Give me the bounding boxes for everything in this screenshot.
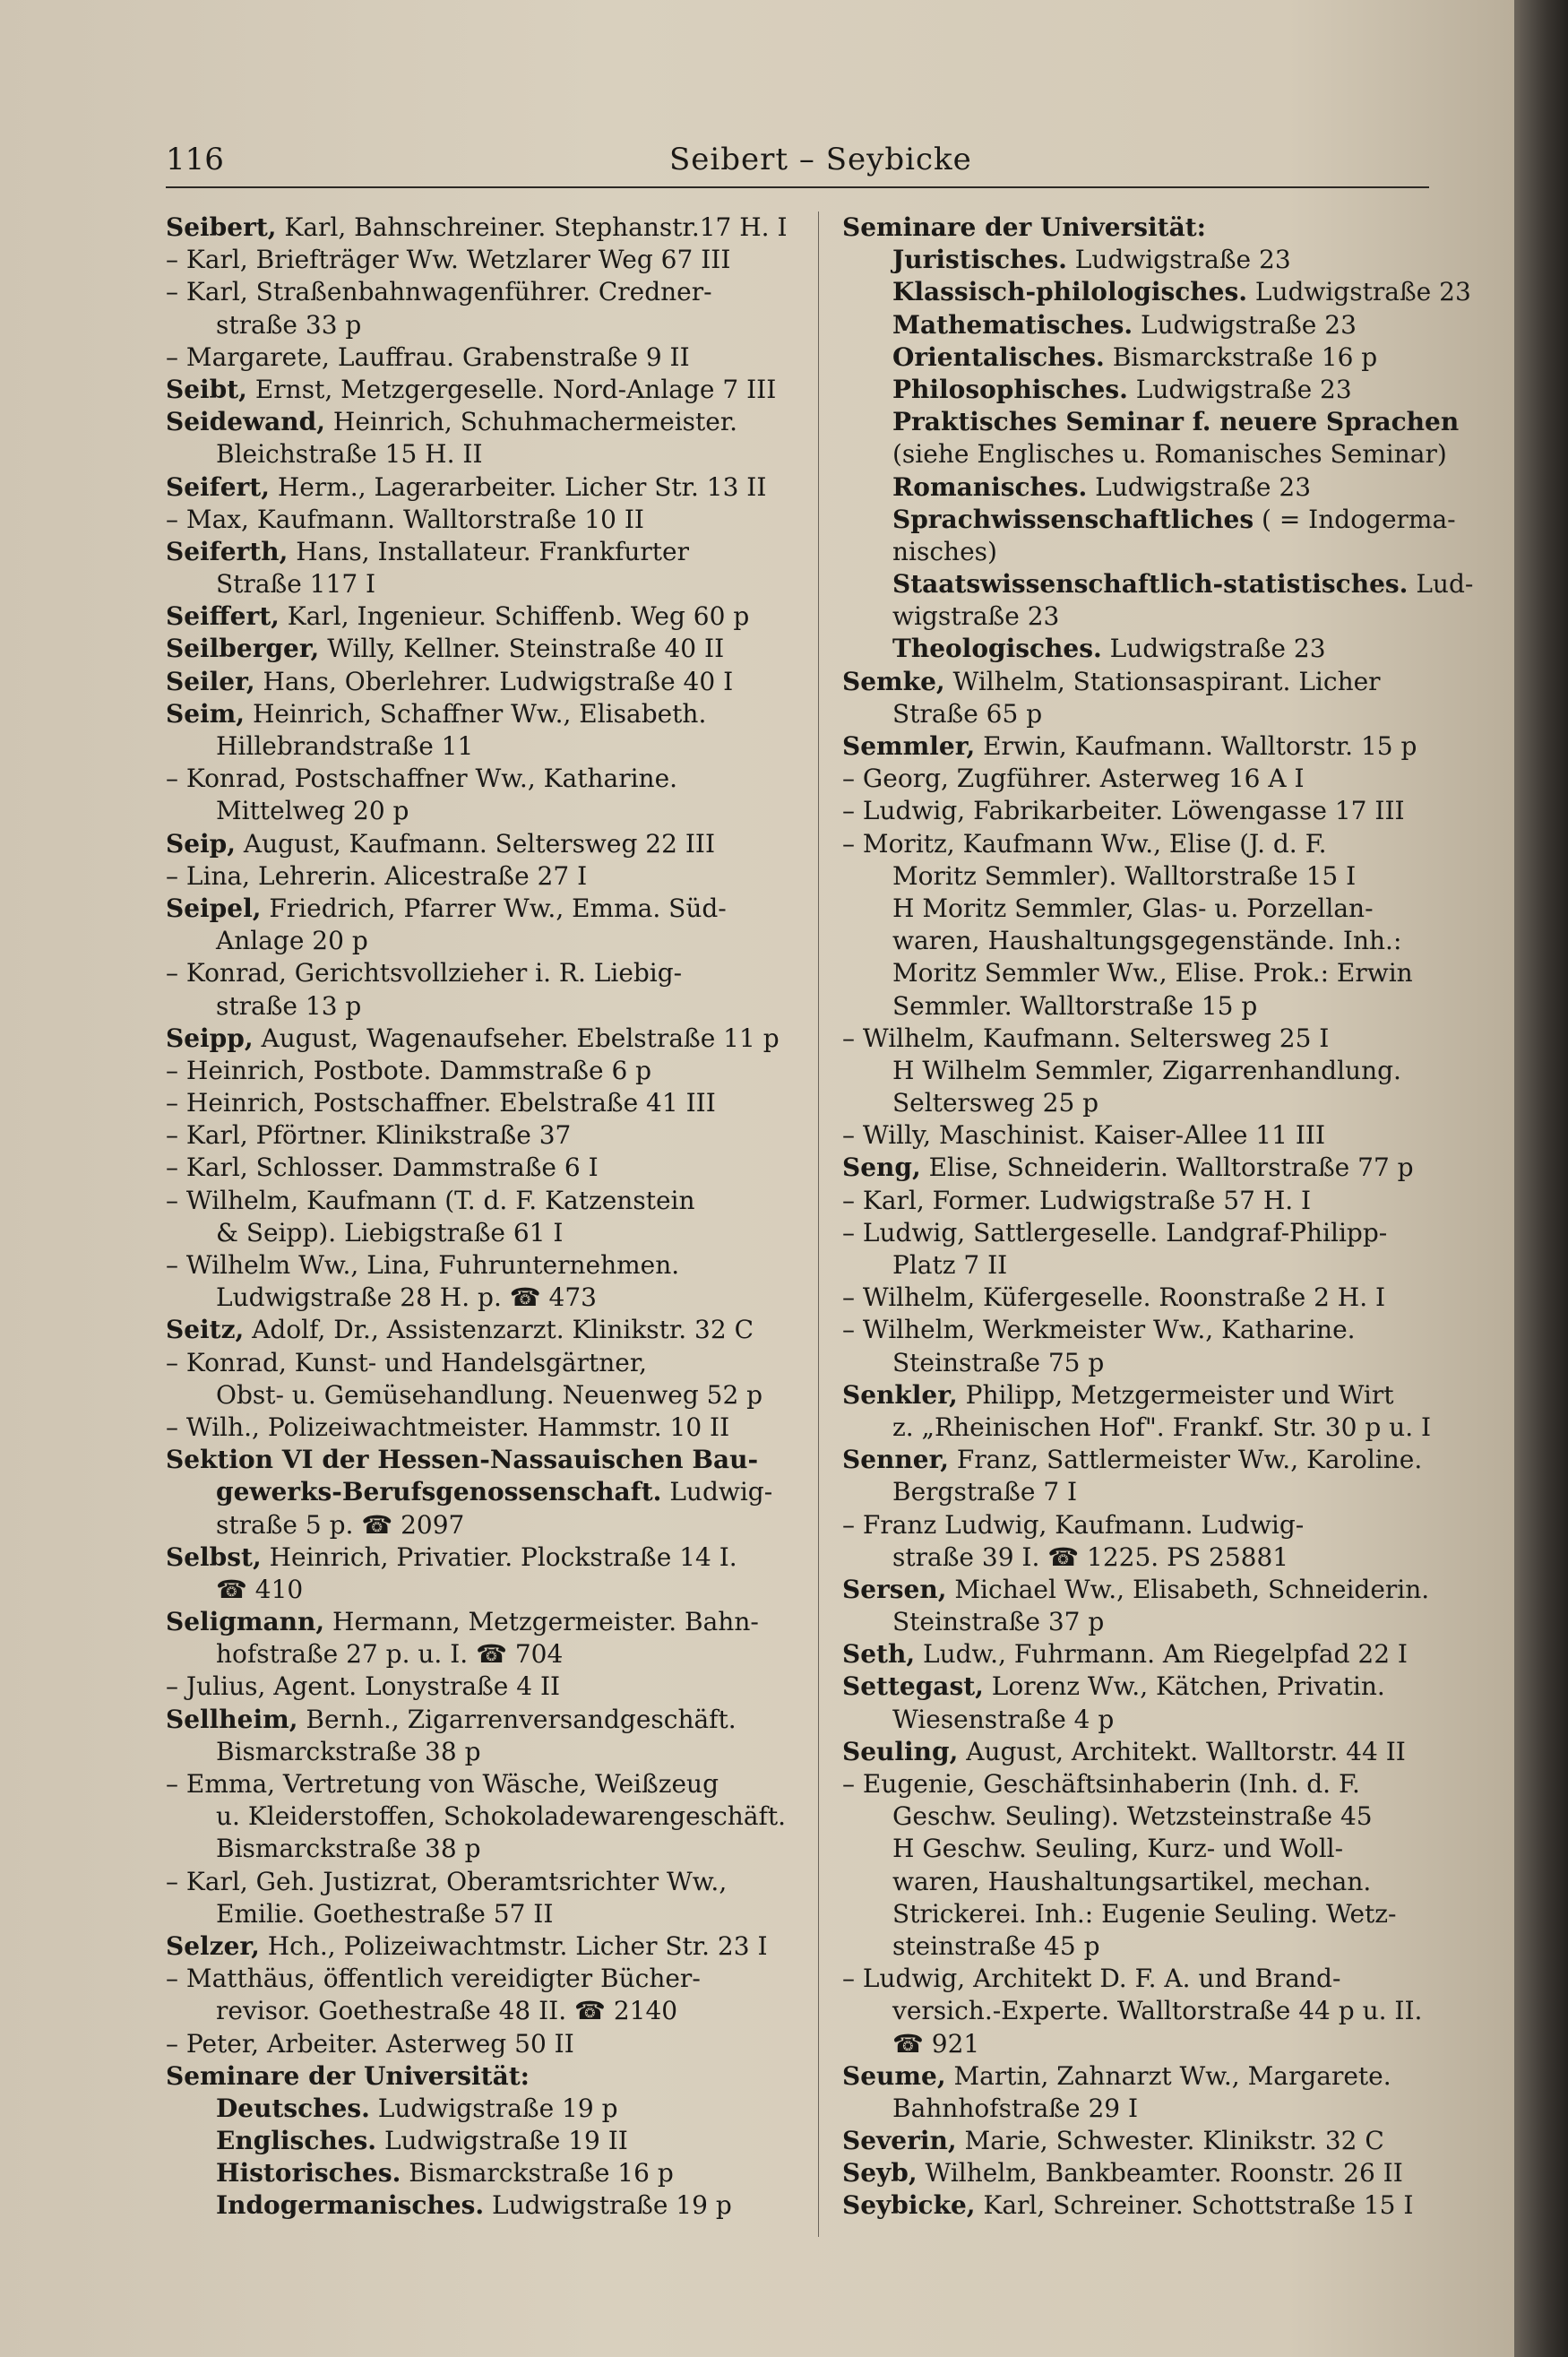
directory-line <box>166 212 797 244</box>
directory-line <box>842 957 1474 989</box>
entry-name: Romanisches. <box>892 471 1088 502</box>
directory-line <box>842 763 1474 795</box>
directory-line <box>842 374 1474 406</box>
directory-line <box>842 2189 1474 2222</box>
entry-text: – Heinrich, Postschaffner. Ebelstraße 41 III <box>166 1088 716 1118</box>
entry-text: August, Architekt. Walltorstr. 44 II <box>958 1736 1406 1766</box>
directory-line <box>166 1995 797 2027</box>
directory-line <box>842 1023 1474 1055</box>
entry-text: Ludwigstraße 19 p <box>369 2093 618 2123</box>
entry-name: Sellheim, <box>166 1704 298 1734</box>
directory-line <box>166 1963 797 1995</box>
entry-name: Indogermanisches. <box>216 2190 485 2221</box>
entry-text: Ludwigstraße 19 p <box>484 2190 732 2221</box>
entry-name: Seipel, <box>166 893 262 923</box>
entry-name: Settegast, <box>842 1671 984 1702</box>
directory-line <box>842 633 1474 665</box>
entry-text: Heinrich, Schaffner Ww., Elisabeth. <box>245 698 707 729</box>
directory-line <box>166 438 797 471</box>
entry-text: – Ludwig, Architekt D. F. A. und Brand- <box>842 1964 1341 1994</box>
entry-text: Semmler. Walltorstraße 15 p <box>892 990 1258 1021</box>
entry-text: Steinstraße 75 p <box>892 1347 1105 1377</box>
directory-line <box>842 1736 1474 1768</box>
entry-text: Bismarckstraße 16 p <box>1104 341 1378 372</box>
entry-name: Seifert, <box>166 471 270 502</box>
directory-line <box>842 568 1474 600</box>
directory-line <box>166 1412 797 1444</box>
directory-line <box>166 666 797 698</box>
entry-text: Moritz Semmler). Walltorstraße 15 I <box>892 860 1357 891</box>
entry-text: wigstraße 23 <box>892 601 1060 632</box>
entry-text: – Max, Kaufmann. Walltorstraße 10 II <box>166 504 644 534</box>
directory-line <box>166 1930 797 1963</box>
entry-text: – Karl, Pförtner. Klinikstraße 37 <box>166 1120 572 1151</box>
entry-name: Seim, <box>166 698 246 729</box>
entry-name: Seiler, <box>166 666 255 696</box>
directory-line <box>166 276 797 308</box>
entry-text: straße 33 p <box>216 309 362 340</box>
left-column <box>166 212 797 2223</box>
entry-name: Seminare der Universität: <box>166 2060 530 2091</box>
entry-text: Martin, Zahnarzt Ww., Margarete. <box>945 2060 1391 2091</box>
directory-line <box>166 763 797 795</box>
entry-text: – Franz Ludwig, Kaufmann. Ludwig- <box>842 1509 1305 1540</box>
entry-name: Seilberger, <box>166 634 320 664</box>
directory-line <box>842 1768 1474 1800</box>
directory-line <box>842 1055 1474 1087</box>
entry-name: Seibt, <box>166 374 247 404</box>
directory-line <box>166 1055 797 1087</box>
entry-text: Willy, Kellner. Steinstraße 40 II <box>319 634 725 664</box>
directory-line <box>842 925 1474 957</box>
directory-line <box>842 1314 1474 1346</box>
directory-line <box>166 1574 797 1606</box>
entry-text: Anlage 20 p <box>216 926 368 956</box>
directory-line <box>166 374 797 406</box>
entry-name: Deutsches. <box>216 2093 370 2123</box>
entry-text: Bismarckstraße 38 p <box>216 1736 481 1766</box>
entry-text: Ludwig- <box>661 1477 773 1507</box>
entry-name: Seth, <box>842 1639 916 1670</box>
entry-text: Bahnhofstraße 29 I <box>892 2093 1139 2123</box>
directory-line <box>166 406 797 438</box>
directory-line <box>842 1444 1474 1476</box>
entry-name: Historisches. <box>216 2158 401 2189</box>
directory-line <box>166 568 797 600</box>
entry-name: Praktisches Seminar f. neuere Sprachen <box>892 407 1460 437</box>
entry-name: Sersen, <box>842 1574 947 1604</box>
directory-line <box>166 893 797 925</box>
directory-line <box>166 1898 797 1930</box>
directory-line <box>842 1476 1474 1508</box>
directory-line <box>842 990 1474 1023</box>
directory-line <box>166 244 797 276</box>
entry-name: Seipp, <box>166 1023 254 1053</box>
directory-line <box>166 1314 797 1346</box>
directory-line <box>166 2157 797 2189</box>
entry-text: Ernst, Metzgergeselle. Nord-Anlage 7 III <box>246 374 777 404</box>
entry-text: Seltersweg 25 p <box>892 1088 1099 1118</box>
directory-line <box>166 730 797 763</box>
directory-line <box>166 1833 797 1865</box>
directory-line <box>166 2125 797 2157</box>
entry-text: – Margarete, Lauffrau. Grabenstraße 9 II <box>166 341 690 372</box>
entry-text: u. Kleiderstoffen, Schokoladewarengeschäft. <box>216 1801 787 1832</box>
directory-line <box>842 1379 1474 1412</box>
entry-text: H Moritz Semmler, Glas- u. Porzellan- <box>892 893 1374 923</box>
entry-text: Ludwigstraße 23 <box>1127 374 1352 404</box>
entry-text: Erwin, Kaufmann. Walltorstr. 15 p <box>975 731 1417 761</box>
entry-text: – Karl, Straßenbahnwagenführer. Credner- <box>166 277 712 307</box>
entry-name: gewerks-Berufsgenossenschaft. <box>216 1477 662 1507</box>
directory-line <box>842 244 1474 276</box>
directory-line <box>166 2189 797 2222</box>
entry-text: Obst- u. Gemüsehandlung. Neuenweg 52 p <box>216 1379 763 1410</box>
entry-text: – Ludwig, Sattlergeselle. Landgraf-Philipp- <box>842 1217 1388 1248</box>
directory-line <box>166 1379 797 1412</box>
entry-text: z. „Rheinischen Hof". Frankf. Str. 30 p u. I <box>892 1412 1432 1442</box>
entry-text: – Konrad, Gerichtsvollzieher i. R. Liebig- <box>166 958 683 989</box>
entry-text: August, Kaufmann. Seltersweg 22 III <box>236 828 716 859</box>
directory-line <box>166 1606 797 1638</box>
entry-text: Emilie. Goethestraße 57 II <box>216 1898 554 1929</box>
entry-text: – Wilhelm, Kaufmann. Seltersweg 25 I <box>842 1023 1330 1053</box>
directory-line <box>166 341 797 374</box>
directory-line <box>842 536 1474 568</box>
directory-line <box>166 2028 797 2060</box>
directory-line <box>166 1185 797 1217</box>
directory-line <box>842 1217 1474 1249</box>
directory-line <box>166 1347 797 1379</box>
page-number: 116 <box>166 142 224 177</box>
directory-line <box>842 1606 1474 1638</box>
directory-line <box>166 1509 797 1541</box>
directory-line <box>842 1833 1474 1865</box>
entry-text: Ludwigstraße 23 <box>1133 309 1357 340</box>
entry-name: Semmler, <box>842 731 976 761</box>
entry-text: versich.-Experte. Walltorstraße 44 p u. II. <box>892 1996 1423 2026</box>
entry-text: Marie, Schwester. Klinikstr. 32 C <box>956 2126 1384 2156</box>
directory-line <box>842 666 1474 698</box>
directory-line <box>842 1119 1474 1152</box>
entry-name: Seligmann, <box>166 1607 325 1637</box>
directory-line <box>842 730 1474 763</box>
directory-line <box>166 828 797 860</box>
directory-line <box>166 990 797 1023</box>
entry-text: Ludwigstraße 23 <box>1246 277 1471 307</box>
entry-text: Bismarckstraße 16 p <box>401 2158 674 2189</box>
entry-text: Michael Ww., Elisabeth, Schneiderin. <box>946 1574 1430 1604</box>
entry-name: Klassisch-philologisches. <box>892 277 1247 307</box>
directory-line <box>842 1963 1474 1995</box>
entry-name: Seiffert, <box>166 601 280 632</box>
directory-line <box>166 309 797 341</box>
directory-line <box>166 1638 797 1671</box>
entry-text: – Georg, Zugführer. Asterweg 16 A I <box>842 764 1305 794</box>
entry-text: Karl, Ingenieur. Schiffenb. Weg 60 p <box>279 601 750 632</box>
directory-line <box>842 893 1474 925</box>
entry-text: Herm., Lagerarbeiter. Licher Str. 13 II <box>269 471 767 502</box>
directory-line <box>842 1347 1474 1379</box>
directory-line <box>842 504 1474 536</box>
directory-line <box>842 1995 1474 2027</box>
entry-text: Wilhelm, Bankbeamter. Roonstr. 26 II <box>917 2158 1403 2189</box>
directory-line <box>842 1412 1474 1444</box>
entry-text: Lud- <box>1408 569 1474 600</box>
entry-text: – Willy, Maschinist. Kaiser-Allee 11 III <box>842 1120 1325 1151</box>
directory-line <box>166 1704 797 1736</box>
directory-line <box>842 1541 1474 1574</box>
directory-line <box>166 1866 797 1898</box>
entry-text: straße 13 p <box>216 990 362 1021</box>
entry-text: (siehe Englisches u. Romanisches Seminar) <box>892 439 1447 470</box>
entry-text: Ludwigstraße 28 H. p. ☎ 473 <box>216 1282 597 1313</box>
entry-name: Senkler, <box>842 1379 958 1410</box>
entry-text: Ludwigstraße 23 <box>1087 471 1312 502</box>
entry-text: ☎ 921 <box>892 2028 980 2059</box>
entry-name: Sektion VI der Hessen-Nassauischen Bau- <box>166 1445 759 1475</box>
entry-name: Selzer, <box>166 1930 260 1961</box>
entry-text: – Emma, Vertretung von Wäsche, Weißzeug <box>166 1769 719 1799</box>
entry-text: – Eugenie, Geschäftsinhaberin (Inh. d. F. <box>842 1769 1360 1799</box>
entry-text: Bismarckstraße 38 p <box>216 1834 481 1864</box>
directory-line <box>166 1800 797 1833</box>
directory-line <box>166 1282 797 1314</box>
entry-name: Seiferth, <box>166 536 289 566</box>
directory-line <box>166 925 797 957</box>
directory-line <box>166 795 797 827</box>
page-header <box>166 142 1429 188</box>
entry-text: – Wilhelm, Werkmeister Ww., Katharine. <box>842 1315 1356 1345</box>
directory-line <box>166 1023 797 1055</box>
entry-name: Semke, <box>842 666 945 696</box>
entry-name: Seitz, <box>166 1315 245 1345</box>
entry-text: revisor. Goethestraße 48 II. ☎ 2140 <box>216 1996 678 2026</box>
book-edge <box>1514 0 1568 2357</box>
entry-text: – Karl, Briefträger Ww. Wetzlarer Weg 67 III <box>166 245 731 275</box>
directory-line <box>166 1444 797 1476</box>
directory-line <box>166 1249 797 1282</box>
directory-line <box>842 1800 1474 1833</box>
entry-text: – Julius, Agent. Lonystraße 4 II <box>166 1671 561 1702</box>
entry-text: ☎ 410 <box>216 1574 304 1604</box>
entry-text: Hch., Polizeiwachtmstr. Licher Str. 23 I <box>259 1930 768 1961</box>
entry-text: – Heinrich, Postbote. Dammstraße 6 p <box>166 1055 652 1085</box>
directory-line <box>166 1476 797 1508</box>
directory-line <box>166 1768 797 1800</box>
directory-line <box>166 1087 797 1119</box>
directory-line <box>166 1152 797 1184</box>
entry-text: straße 5 p. ☎ 2097 <box>216 1509 465 1540</box>
entry-text: Hans, Oberlehrer. Ludwigstraße 40 I <box>254 666 734 696</box>
entry-text: ( = Indogerma- <box>1254 504 1456 534</box>
entry-text: H Wilhelm Semmler, Zigarrenhandlung. <box>892 1055 1401 1085</box>
entry-text: Strickerei. Inh.: Eugenie Seuling. Wetz- <box>892 1898 1397 1929</box>
directory-line <box>842 1866 1474 1898</box>
directory-line <box>842 471 1474 504</box>
entry-text: hofstraße 27 p. u. I. ☎ 704 <box>216 1639 564 1670</box>
directory-line <box>842 1509 1474 1541</box>
entry-text: – Karl, Former. Ludwigstraße 57 H. I <box>842 1185 1312 1215</box>
directory-line <box>842 828 1474 860</box>
entry-name: Seidewand, <box>166 407 325 437</box>
entry-text: H Geschw. Seuling, Kurz- und Woll- <box>892 1834 1344 1864</box>
entry-text: waren, Haushaltungsgegenstände. Inh.: <box>892 926 1402 956</box>
directory-line <box>842 1574 1474 1606</box>
entry-text: Ludwigstraße 23 <box>1066 245 1291 275</box>
entry-name: Theologisches. <box>892 634 1102 664</box>
directory-line <box>166 860 797 893</box>
directory-line <box>842 1704 1474 1736</box>
entry-text: – Lina, Lehrerin. Alicestraße 27 I <box>166 860 588 891</box>
entry-name: Seibert, <box>166 212 277 242</box>
directory-line <box>166 1119 797 1152</box>
directory-line <box>842 309 1474 341</box>
entry-text: Mittelweg 20 p <box>216 796 409 826</box>
directory-line <box>842 2060 1474 2093</box>
entry-text: – Peter, Arbeiter. Asterweg 50 II <box>166 2028 574 2059</box>
directory-line <box>842 438 1474 471</box>
entry-text: Elise, Schneiderin. Walltorstraße 77 p <box>920 1153 1414 1183</box>
entry-text: Straße 65 p <box>892 698 1043 729</box>
directory-line <box>842 1152 1474 1184</box>
entry-text: Adolf, Dr., Assistenzarzt. Klinikstr. 32 C <box>244 1315 754 1345</box>
directory-line <box>166 1671 797 1703</box>
directory-line <box>842 2157 1474 2189</box>
entry-text: – Wilhelm Ww., Lina, Fuhrunternehmen. <box>166 1250 680 1280</box>
directory-line <box>842 1930 1474 1963</box>
entry-name: Senner, <box>842 1445 950 1475</box>
directory-line <box>842 341 1474 374</box>
right-column <box>842 212 1474 2223</box>
entry-text: Heinrich, Privatier. Plockstraße 14 I. <box>261 1541 737 1572</box>
directory-line <box>166 633 797 665</box>
entry-text: waren, Haushaltungsartikel, mechan. <box>892 1866 1372 1896</box>
directory-line <box>166 1541 797 1574</box>
directory-line <box>842 2028 1474 2060</box>
entry-name: Seip, <box>166 828 236 859</box>
entry-text: Hans, Installateur. Frankfurter <box>288 536 690 566</box>
directory-line <box>166 600 797 633</box>
entry-text: Friedrich, Pfarrer Ww., Emma. Süd- <box>261 893 727 923</box>
entry-text: nisches) <box>892 536 997 566</box>
directory-line <box>842 1087 1474 1119</box>
entry-text: Bleichstraße 15 H. II <box>216 439 483 470</box>
entry-text: Lorenz Ww., Kätchen, Privatin. <box>983 1671 1385 1702</box>
entry-name: Juristisches. <box>892 245 1067 275</box>
directory-line <box>842 276 1474 308</box>
entry-text: Moritz Semmler Ww., Elise. Prok.: Erwin <box>892 958 1413 989</box>
entry-text: – Wilh., Polizeiwachtmeister. Hammstr. 10 II <box>166 1412 730 1442</box>
entry-text: steinstraße 45 p <box>892 1930 1100 1961</box>
entry-text: – Matthäus, öffentlich vereidigter Bücher- <box>166 1964 701 1994</box>
entry-text: – Konrad, Postschaffner Ww., Katharine. <box>166 764 678 794</box>
entry-name: Sprachwissenschaftliches <box>892 504 1254 534</box>
entry-text: August, Wagenaufseher. Ebelstraße 11 p <box>253 1023 780 1053</box>
directory-line <box>842 1671 1474 1703</box>
entry-text: Karl, Schreiner. Schottstraße 15 I <box>975 2190 1414 2221</box>
directory-line <box>842 212 1474 244</box>
directory-line <box>842 1898 1474 1930</box>
directory-line <box>842 2093 1474 2125</box>
directory-line <box>842 1249 1474 1282</box>
entry-name: Seuling, <box>842 1736 959 1766</box>
directory-line <box>166 471 797 504</box>
entry-text: Philipp, Metzgermeister und Wirt <box>957 1379 1394 1410</box>
entry-text: Bernh., Zigarrenversandgeschäft. <box>297 1704 737 1734</box>
entry-text: Ludwigstraße 23 <box>1101 634 1326 664</box>
entry-text: – Moritz, Kaufmann Ww., Elise (J. d. F. <box>842 828 1327 859</box>
entry-text: – Ludwig, Fabrikarbeiter. Löwengasse 17 III <box>842 796 1405 826</box>
running-title: Seibert – Seybicke <box>669 142 972 177</box>
entry-text: Geschw. Seuling). Wetzsteinstraße 45 <box>892 1801 1373 1832</box>
directory-line <box>166 957 797 989</box>
entry-text: Bergstraße 7 I <box>892 1477 1078 1507</box>
entry-text: Hillebrandstraße 11 <box>216 731 474 761</box>
entry-text: straße 39 I. ☎ 1225. PS 25881 <box>892 1541 1289 1572</box>
column-divider <box>818 212 819 2237</box>
entry-name: Englisches. <box>216 2126 377 2156</box>
entry-text: Hermann, Metzgermeister. Bahn- <box>324 1607 759 1637</box>
entry-name: Seng, <box>842 1153 921 1183</box>
directory-line <box>166 536 797 568</box>
entry-name: Seyb, <box>842 2158 918 2189</box>
directory-line <box>166 504 797 536</box>
entry-text: Platz 7 II <box>892 1250 1008 1280</box>
entry-name: Seybicke, <box>842 2190 976 2221</box>
directory-line <box>842 795 1474 827</box>
entry-name: Staatswissenschaftlich-statistisches. <box>892 569 1409 600</box>
directory-line <box>166 698 797 730</box>
entry-text: – Karl, Schlosser. Dammstraße 6 I <box>166 1153 599 1183</box>
entry-text: Heinrich, Schuhmachermeister. <box>325 407 738 437</box>
directory-line <box>166 1736 797 1768</box>
directory-line <box>842 698 1474 730</box>
directory-line <box>166 1217 797 1249</box>
entry-text: Steinstraße 37 p <box>892 1607 1105 1637</box>
entry-text: – Karl, Geh. Justizrat, Oberamtsrichter Ww., <box>166 1866 728 1896</box>
directory-line <box>842 600 1474 633</box>
entry-text: – Wilhelm, Kaufmann (T. d. F. Katzenstein <box>166 1185 695 1215</box>
entry-text: Karl, Bahnschreiner. Stephanstr.17 H. I <box>276 212 788 242</box>
entry-name: Orientalisches. <box>892 341 1105 372</box>
directory-line <box>842 2125 1474 2157</box>
entry-text: – Wilhelm, Küfergeselle. Roonstraße 2 H. I <box>842 1282 1386 1313</box>
entry-text: Franz, Sattlermeister Ww., Karoline. <box>949 1445 1423 1475</box>
entry-name: Severin, <box>842 2126 957 2156</box>
entry-name: Seume, <box>842 2060 946 2091</box>
directory-line <box>842 1282 1474 1314</box>
directory-line <box>842 860 1474 893</box>
entry-text: Ludwigstraße 19 II <box>376 2126 628 2156</box>
entry-text: Straße 117 I <box>216 569 376 600</box>
entry-name: Seminare der Universität: <box>842 212 1206 242</box>
directory-line <box>166 2093 797 2125</box>
directory-line <box>842 406 1474 438</box>
entry-text: Ludw., Fuhrmann. Am Riegelpfad 22 I <box>915 1639 1408 1670</box>
entry-name: Selbst, <box>166 1541 262 1572</box>
entry-text: Wilhelm, Stationsaspirant. Licher <box>944 666 1381 696</box>
directory-line <box>842 1638 1474 1671</box>
directory-line <box>842 1185 1474 1217</box>
directory-line <box>166 2060 797 2093</box>
entry-text: – Konrad, Kunst- und Handelsgärtner, <box>166 1347 648 1377</box>
entry-text: & Seipp). Liebigstraße 61 I <box>216 1217 564 1248</box>
entry-name: Mathematisches. <box>892 309 1133 340</box>
entry-name: Philosophisches. <box>892 374 1128 404</box>
entry-text: Wiesenstraße 4 p <box>892 1704 1115 1734</box>
